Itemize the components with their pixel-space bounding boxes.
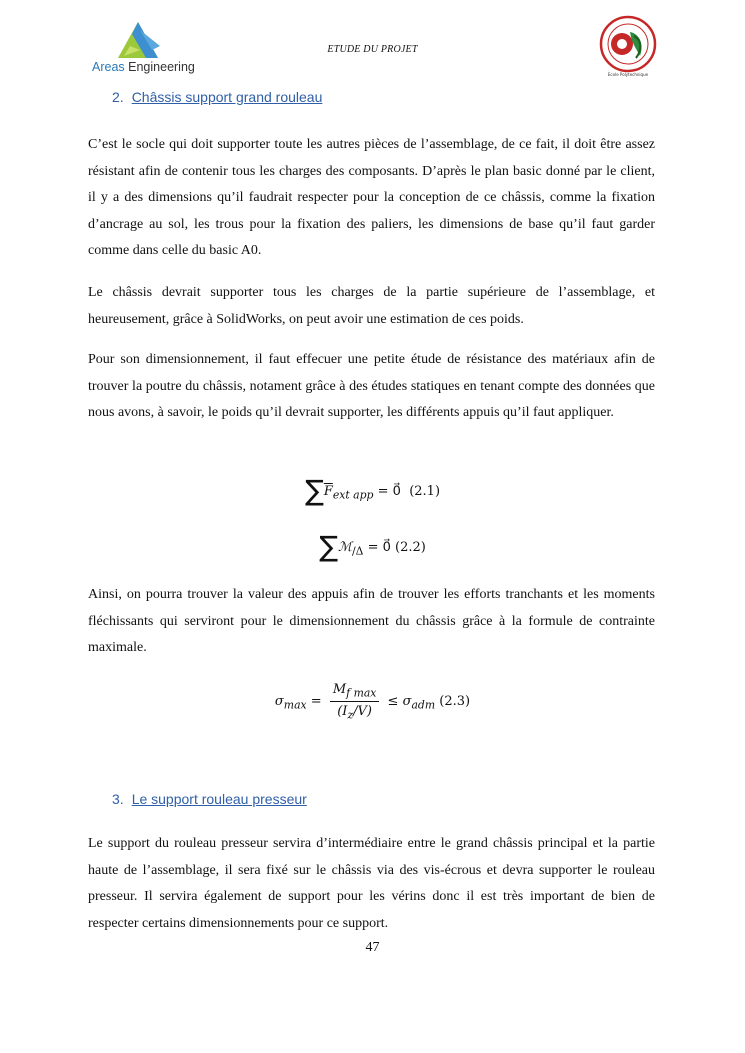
page-number: 47 [365, 940, 380, 955]
triangle-logo-icon [110, 20, 170, 62]
svg-text:Ecole Polytechnique: Ecole Polytechnique [607, 72, 649, 77]
section-3-heading: 3. Le support rouleau presseur [112, 791, 307, 807]
section-2-paragraph-1: C’est le socle qui doit supporter toute les autres pièces de l’assemblage, de ce fait, il doit être assez résistant afin de contenir tous les charges des composants. D’après le plan basic donné par le client, il y a des dimensions qu’il faudrait respecter pour la conception de ce châssis, comme la fixation d’ancrage au sol, les trous pour la fixation des paliers, les dimensions de base qu’il faut garder comme dans celle du basic A0. [88, 137, 655, 258]
section-2-heading: 2. Châssis support grand rouleau [112, 89, 323, 105]
school-seal-logo [596, 14, 660, 78]
seal-icon [596, 14, 660, 78]
section-2-paragraph-4: Ainsi, on pourra trouver la valeur des appuis afin de trouver les efforts tranchants et les moments fléchissants qui serviront pour le dimensionnement du châssis grâce à la formule de contrainte maximale. [88, 587, 655, 655]
section-2-paragraph-3: Pour son dimensionnement, il faut effecuer une petite étude de résistance des matériaux afin de trouver la poutre du châssis, notament grâce à des études statiques en tenant compte des données que nous avons, à savoir, le poids qu’il devrait supporter, les différents appuis qu’il faut appliquer. [88, 352, 655, 420]
running-header-title: ETUDE DU PROJET [327, 44, 418, 55]
logo-wordmark: Areas Engineering [92, 60, 195, 74]
section-2-paragraph-2: Le châssis devrait supporter tous les charges de la partie supérieure de l’assemblage, et heureusement, grâce à SolidWorks, on peut avoir une estimation de ces poids. [88, 285, 655, 327]
equation-2-3: $\sigma_{max}$ = $\frac{M_{f max}}{(I_z/V)}$ ≤ $\sigma_{adm}$ (2.3) [274, 682, 471, 722]
section-3-paragraph: Le support du rouleau presseur servira d’intermédiaire entre le grand châssis principal et la partie haute de l’assemblage, il sera fixé sur le châssis via des vis-écrous et devra supporter le rouleau presseur. Il servira également de support pour les vérins donc il est très important de bien de respecter certains dimensionnements pour ce support. [88, 836, 655, 931]
equation-2-2: ∑ℳ$_{/\Delta}$ = 0⃗ (2.2) [319, 530, 426, 563]
equation-2-1: $\sum\overline{F}_{ext app}$ = 0⃗ (2.1) [304, 474, 441, 507]
